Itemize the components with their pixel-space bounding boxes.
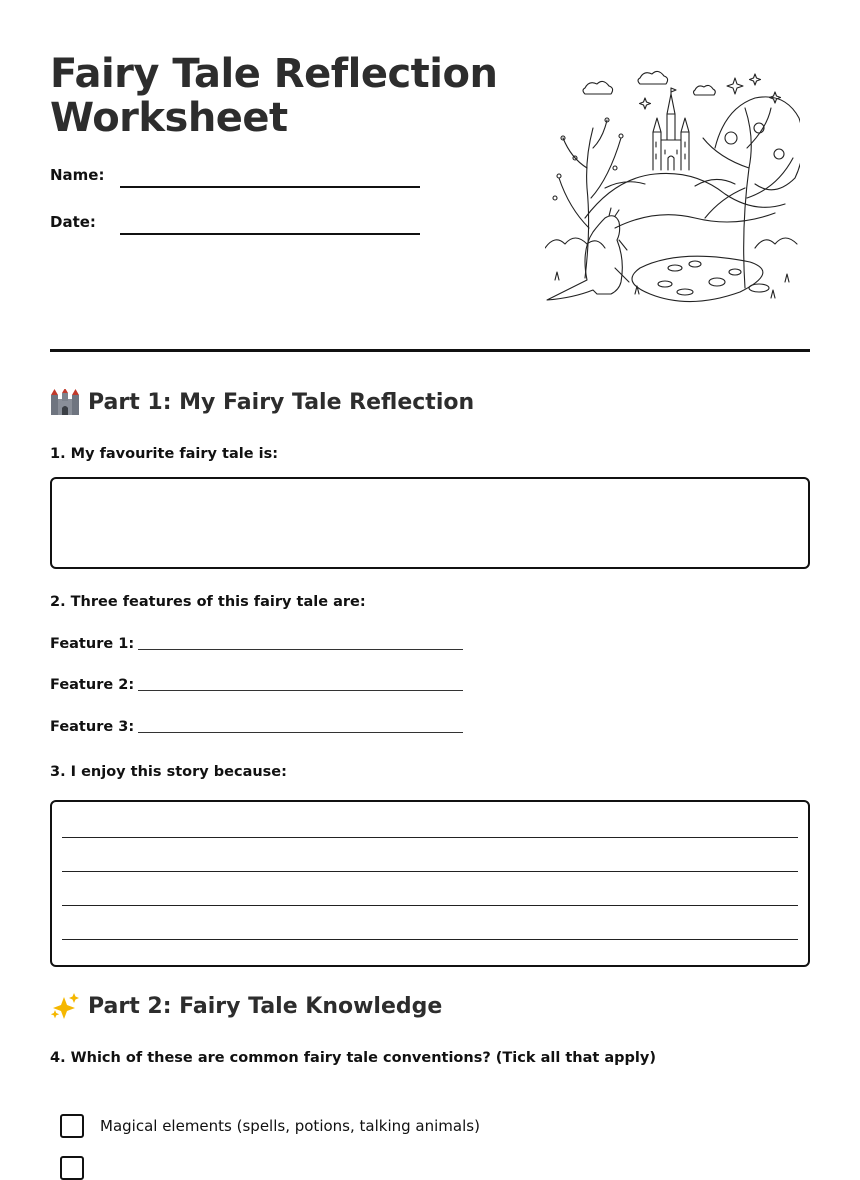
feature-1-line[interactable]	[138, 649, 463, 650]
castle-icon	[50, 389, 80, 415]
writing-line	[62, 837, 798, 838]
feature-1-label: Feature 1:	[50, 636, 135, 652]
feature-2-label: Feature 2:	[50, 677, 135, 693]
worksheet-title: Fairy Tale Reflection Worksheet	[50, 51, 498, 141]
castle-landscape-illustration	[545, 68, 800, 310]
sparkles-icon	[50, 993, 80, 1019]
writing-line	[62, 939, 798, 940]
part1-heading	[50, 389, 474, 415]
part2-heading	[50, 993, 442, 1019]
question-1: 1. My favourite fairy tale is:	[50, 446, 279, 462]
feature-3-label: Feature 3:	[50, 719, 135, 735]
favourite-tale-answer-box[interactable]	[50, 477, 810, 569]
name-line[interactable]	[120, 186, 420, 188]
date-label: Date:	[50, 213, 96, 231]
checkbox-option-magical-elements[interactable]	[60, 1114, 480, 1138]
date-line[interactable]	[120, 233, 420, 235]
question-4: 4. Which of these are common fairy tale conventions? (Tick all that apply)	[50, 1050, 656, 1066]
checkbox[interactable]	[60, 1156, 84, 1180]
enjoy-reason-answer-box[interactable]	[50, 800, 810, 967]
feature-3-line[interactable]	[138, 732, 463, 733]
header-divider	[50, 349, 810, 352]
checkbox-option-next[interactable]	[60, 1156, 100, 1180]
checkbox[interactable]	[60, 1114, 84, 1138]
name-label: Name:	[50, 166, 105, 184]
feature-1-row[interactable]	[50, 636, 463, 652]
question-3: 3. I enjoy this story because:	[50, 764, 287, 780]
question-2: 2. Three features of this fairy tale are:	[50, 594, 366, 610]
part2-heading-text: Part 2: Fairy Tale Knowledge	[88, 993, 443, 1019]
part1-heading-text: Part 1: My Fairy Tale Reflection	[88, 389, 475, 415]
writing-line	[62, 905, 798, 906]
feature-3-row[interactable]	[50, 719, 463, 735]
writing-line	[62, 871, 798, 872]
feature-2-row[interactable]	[50, 677, 463, 693]
checkbox-label: Magical elements (spells, potions, talking animals)	[100, 1117, 480, 1135]
feature-2-line[interactable]	[138, 690, 463, 691]
